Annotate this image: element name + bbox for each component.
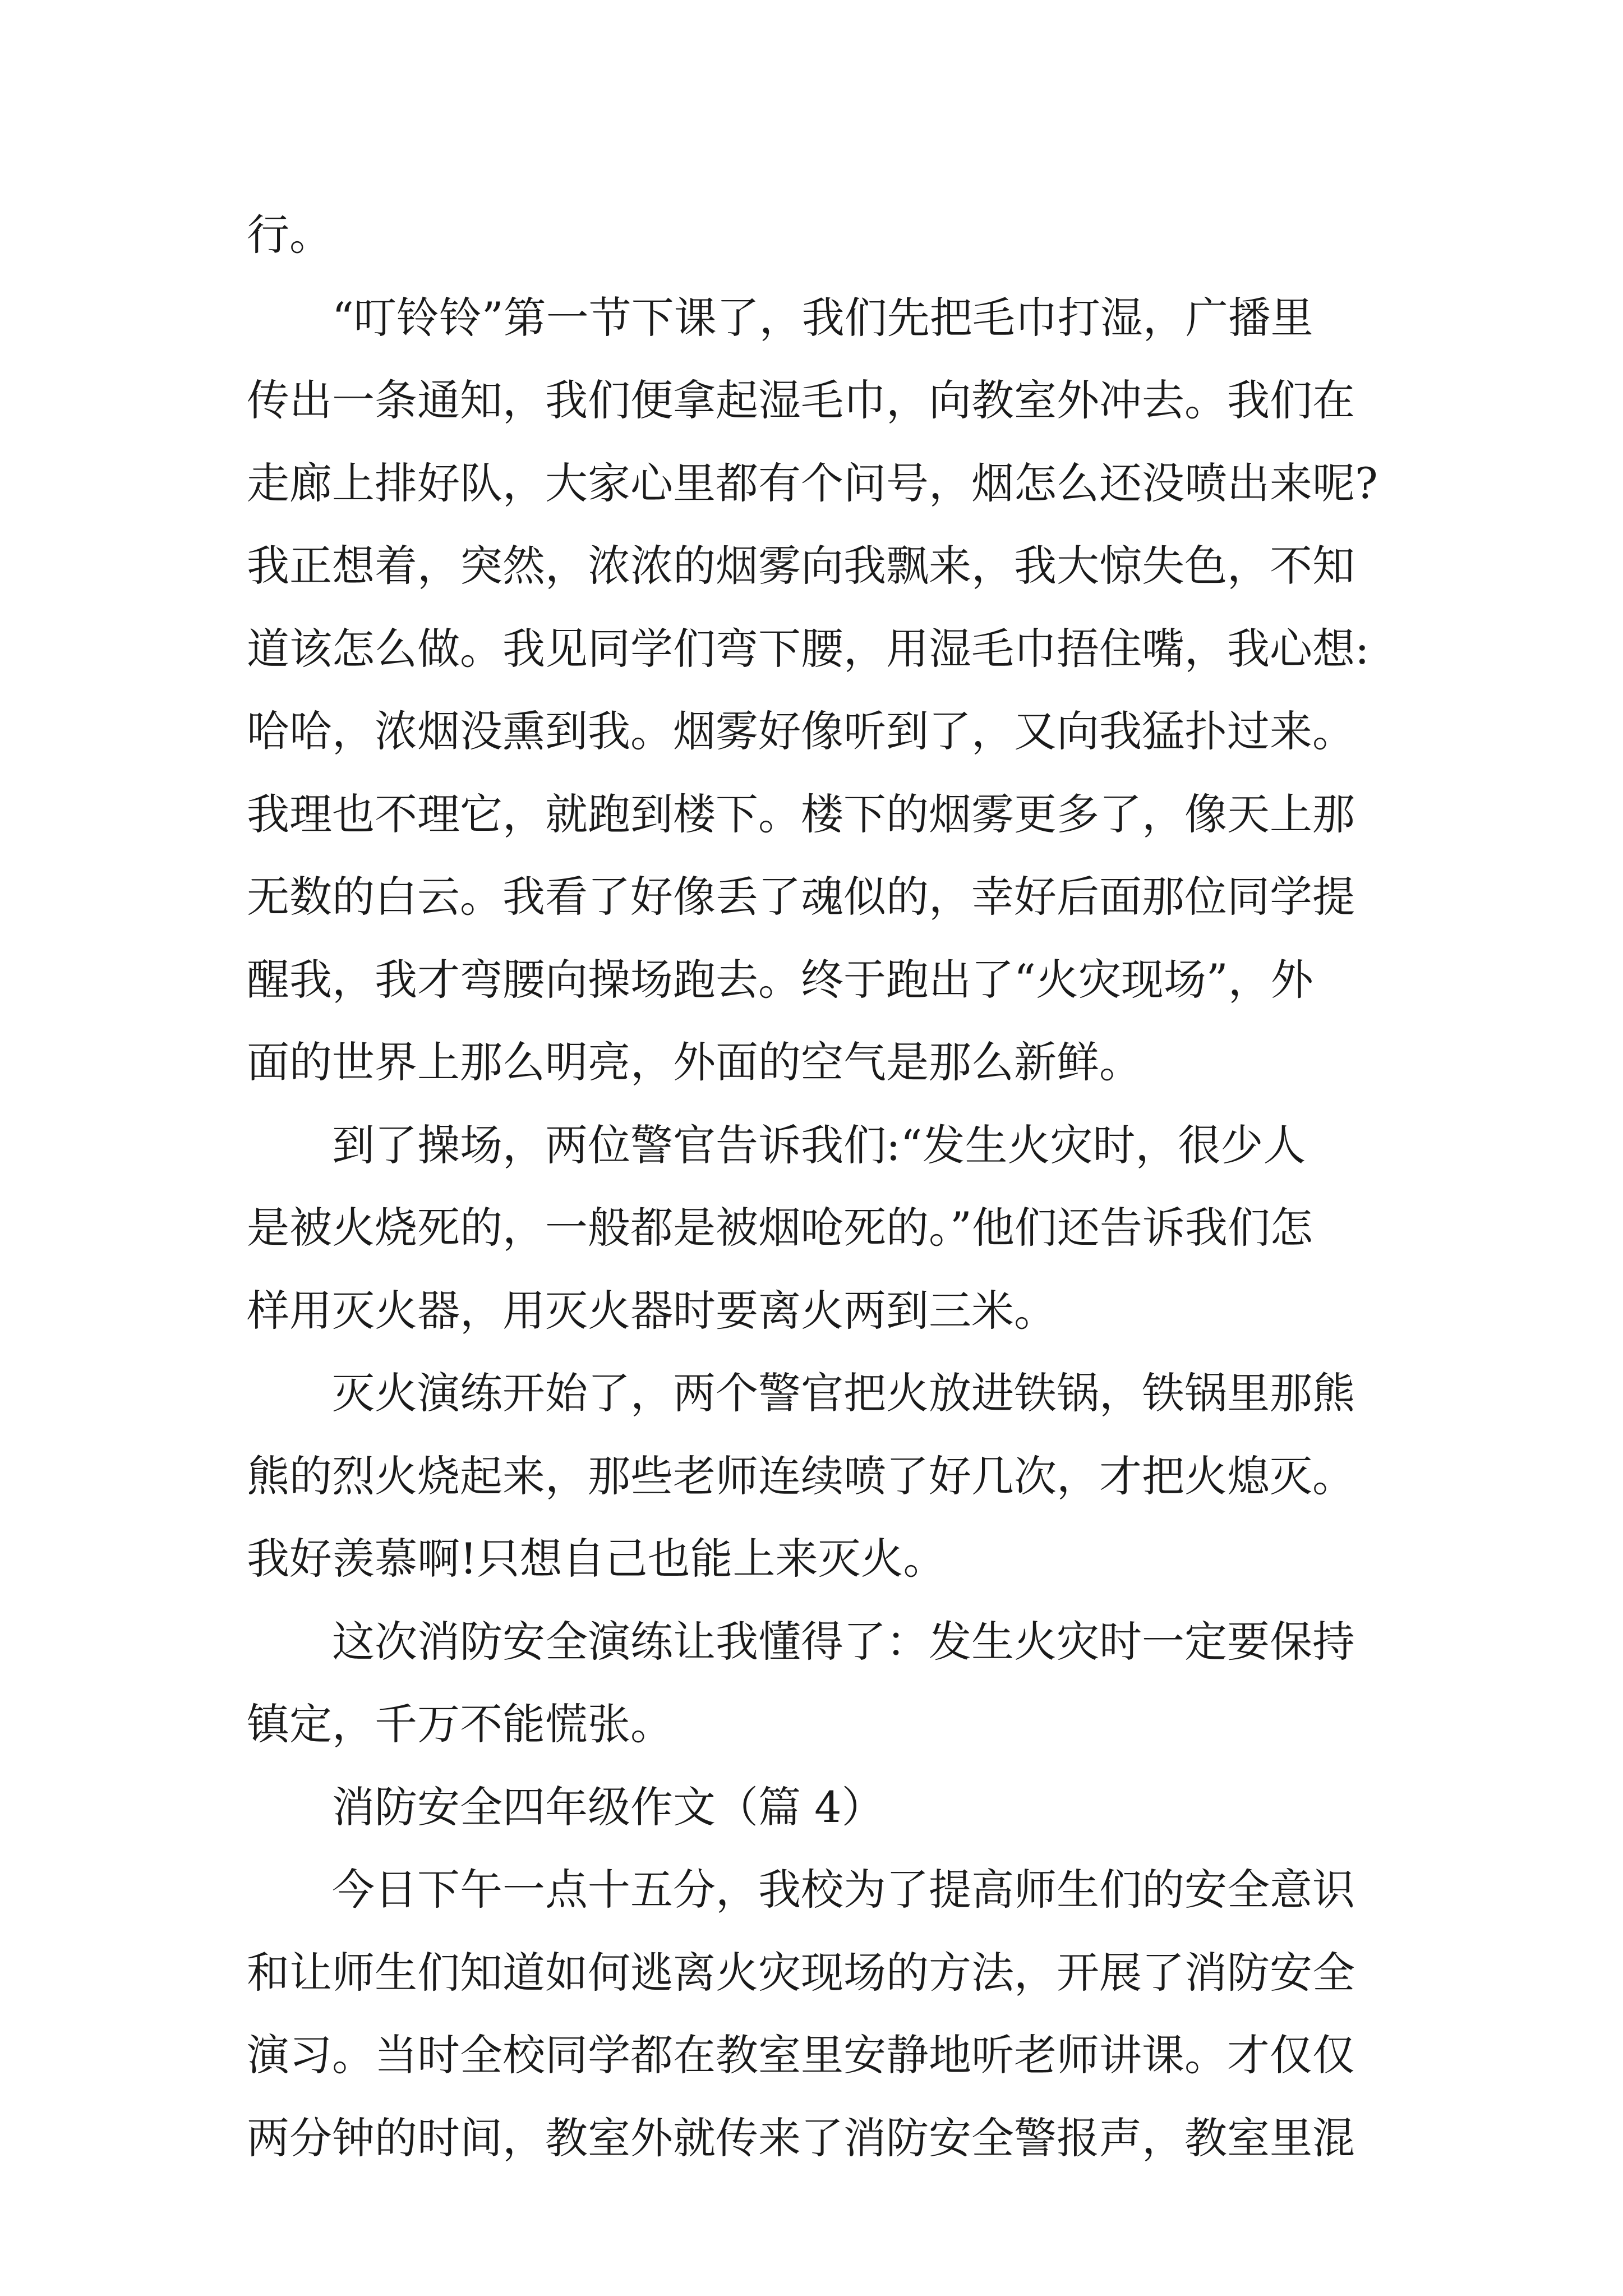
text-line: 我好羡慕啊!只想自己也能上来灭火。 xyxy=(247,1534,946,1584)
text-line: 我正想着，突然，浓浓的烟雾向我飘来，我大惊失色，不知 xyxy=(247,541,1355,591)
text-line: 行。 xyxy=(247,210,332,260)
text-line: 我理也不理它，就跑到楼下。楼下的烟雾更多了，像天上那 xyxy=(247,789,1355,839)
text-line: 和让师生们知道如何逃离火灾现场的方法，开展了消防安全 xyxy=(247,1947,1355,1998)
text-line: 面的世界上那么明亮，外面的空气是那么新鲜。 xyxy=(247,1037,1142,1087)
paragraph-start-line: 到了操场，两位警官告诉我们:“发生火灾时，很少人 xyxy=(332,1120,1306,1170)
text-line: 传出一条通知，我们便拿起湿毛巾，向教室外冲去。我们在 xyxy=(247,375,1355,425)
text-line: 熊的烈火烧起来，那些老师连续喷了好几次，才把火熄灭。 xyxy=(247,1451,1355,1501)
text-line: 镇定，千万不能慌张。 xyxy=(247,1699,673,1749)
text-line: 两分钟的时间，教室外就传来了消防安全警报声，教室里混 xyxy=(247,2113,1355,2163)
paragraph-start-line: 这次消防安全演练让我懂得了：发生火灾时一定要保持 xyxy=(332,1616,1355,1667)
text-line: 演习。当时全校同学都在教室里安静地听老师讲课。才仅仅 xyxy=(247,2030,1355,2080)
document-body xyxy=(247,194,1391,2179)
text-line: 哈哈，浓烟没熏到我。烟雾好像听到了，又向我猛扑过来。 xyxy=(247,706,1355,756)
section-heading: 消防安全四年级作文（篇 4） xyxy=(332,1782,884,1832)
text-line: 走廊上排好队，大家心里都有个问号，烟怎么还没喷出来呢? xyxy=(247,458,1378,508)
text-line: 无数的白云。我看了好像丢了魂似的，幸好后面那位同学提 xyxy=(247,872,1355,922)
paragraph-start-line: 今日下午一点十五分，我校为了提高师生们的安全意识 xyxy=(332,1865,1355,1915)
text-line: 醒我，我才弯腰向操场跑去。终于跑出了“火灾现场”，外 xyxy=(247,954,1313,1005)
paragraph-start-line: 灭火演练开始了，两个警官把火放进铁锅，铁锅里那熊 xyxy=(332,1368,1355,1418)
text-line: 道该怎么做。我见同学们弯下腰，用湿毛巾捂住嘴，我心想: xyxy=(247,623,1370,674)
text-line: 是被火烧死的，一般都是被烟呛死的。”他们还告诉我们怎 xyxy=(247,1203,1313,1253)
paragraph-start-line: “叮铃铃”第一节下课了，我们先把毛巾打湿，广播里 xyxy=(332,292,1313,343)
text-line: 样用灭火器，用灭火器时要离火两到三米。 xyxy=(247,1285,1057,1336)
